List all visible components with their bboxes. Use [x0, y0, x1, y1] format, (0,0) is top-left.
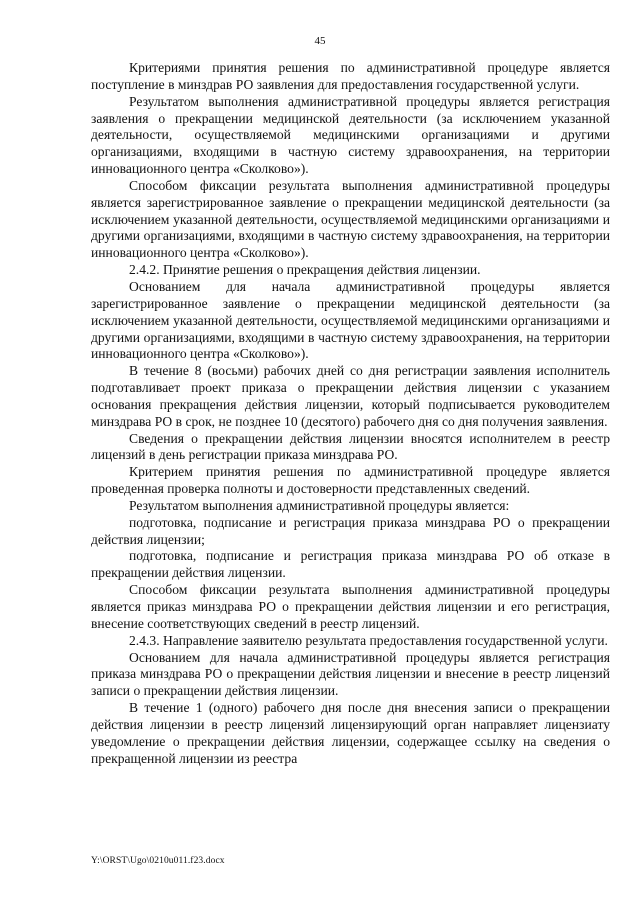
list-item: подготовка, подписание и регистрация приказа минздрава РО об отказе в прекращении действия лицензии. — [91, 548, 610, 581]
file-path-footer: Y:\ORST\Ugo\0210u011.f23.docx — [91, 856, 225, 866]
paragraph: Способом фиксации результата выполнения административной процедуры является зарегистрированное заявление о прекращении медицинской деятельности (за исключением указанной деятельности, осуществляемой медицинскими организациями и другими организациями, входящими в частную систему здравоохранения, на территории инновационного центра «Сколково»). — [91, 177, 610, 261]
paragraph: Результатом выполнения административной процедуры является регистрация заявления о прекращении медицинской деятельности (за исключением указанной деятельности, осуществляемой медицинскими организациями и другими организациями, входящими в частную систему здравоохранения, на территории инновационного центра «Сколково»). — [91, 93, 610, 177]
paragraph: Способом фиксации результата выполнения административной процедуры является приказ минздрава РО о прекращении действия лицензии и его регистрация, внесение соответствующих сведений в реестр лицензий. — [91, 582, 610, 631]
paragraph: Основанием для начала административной процедуры является зарегистрированное заявление о прекращении медицинской деятельности (за исключением указанной деятельности, осуществляемой медицинскими организациями и другими организациями, входящими в частную систему здравоохранения, на территории инновационного центра «Сколково»). — [91, 278, 610, 362]
page-number: 45 — [314, 35, 326, 47]
paragraph: В течение 8 (восьми) рабочих дней со дня регистрации заявления исполнитель подготавливает проект приказа о прекращении действия лицензии с указанием основания прекращения действия лицензии, который подписывается руководителем минздрава РО в срок, не позднее 10 (десятого) рабочего дня со дня получения заявления. — [91, 363, 610, 429]
section-heading-2-4-2: 2.4.2. Принятие решения о прекращения действия лицензии. — [129, 262, 481, 278]
paragraph: Критерием принятия решения по административной процедуре является проведенная проверка полноты и достоверности представленных сведений. — [91, 464, 610, 497]
paragraph: В течение 1 (одного) рабочего дня после дня внесения записи о прекращении действия лицензии в реестр лицензий лицензирующий орган направляет лицензиату уведомление о прекращении действия лицензии, содержащее ссылку на сведения о прекращенной лицензии из реестра — [91, 700, 610, 766]
paragraph: Критериями принятия решения по административной процедуре является поступление в минздрав РО заявления для предоставления государственной услуги. — [91, 60, 610, 92]
paragraph: Основанием для начала административной процедуры является регистрация приказа минздрава РО о прекращении действия лицензии и внесение в реестр лицензий записи о прекращении действия лицензии. — [91, 649, 610, 699]
paragraph: Результатом выполнения административной процедуры является: — [129, 497, 510, 513]
document-body — [91, 60, 610, 767]
section-heading-2-4-3: 2.4.3. Направление заявителю результата предоставления государственной услуги. — [129, 632, 608, 648]
paragraph: Сведения о прекращении действия лицензии вносятся исполнителем в реестр лицензий в день регистрации приказа минздрава РО. — [91, 430, 610, 463]
list-item: подготовка, подписание и регистрация приказа минздрава РО о прекращении действия лицензии; — [91, 514, 610, 547]
